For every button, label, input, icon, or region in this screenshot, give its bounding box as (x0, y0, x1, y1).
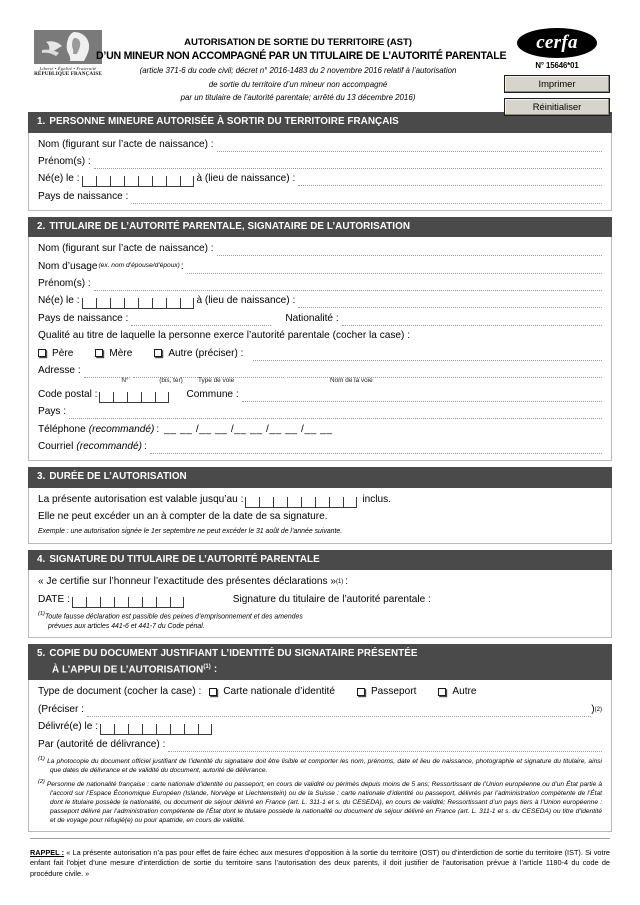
checkbox-passeport-group[interactable] (357, 685, 416, 699)
rappel-label: RAPPEL : (30, 847, 65, 857)
date-naissance-input[interactable] (82, 298, 194, 309)
form-title-line1: AUTORISATION DE SORTIE DU TERRITOIRE (AST) (184, 37, 412, 48)
section-2-number: 2. (37, 220, 46, 232)
field-row-type-document (38, 685, 602, 699)
section-3 (28, 467, 612, 544)
footnote-line2: prévues aux articles 441-6 et 441-7 du Code pénal. (48, 622, 205, 630)
section-3-body (28, 488, 612, 544)
adresse-sub-typevoie: Type de voie (198, 376, 235, 384)
date-naissance-label: Né(e) le : (38, 173, 80, 185)
preciser-close: ) (591, 703, 595, 715)
field-row-preciser (38, 703, 602, 717)
section-5-footnote-2 (38, 778, 602, 825)
adresse-sub-numero: N° (121, 376, 129, 384)
checkbox-pere-icon[interactable] (38, 349, 46, 357)
field-row-nom (38, 242, 602, 256)
checkbox-autre-label: Autre (préciser) : (168, 347, 244, 359)
preciser-footnote-ref: (2) (594, 706, 602, 713)
prenoms-input[interactable] (94, 158, 602, 169)
form-subtitle-line2: de sortie du territoire d’un mineur non accompagné (208, 79, 388, 89)
checkbox-autre-doc-label: Autre (452, 686, 477, 698)
field-row-courriel (38, 440, 602, 454)
form-subtitle-line3: par un titulaire de l’autorité parentale; arrêté du 13 décembre 2016) (180, 93, 416, 103)
form-title-block (96, 36, 507, 104)
lieu-naissance-label: à (lieu de naissance) : (196, 295, 296, 307)
nationalite-input[interactable] (342, 315, 602, 326)
field-row-nom (38, 138, 602, 152)
cerfa-logo: cerfa (517, 28, 597, 58)
section-5-footnote-1 (38, 755, 602, 775)
reset-button[interactable]: Réinitialiser (504, 98, 610, 116)
section-4-title: SIGNATURE DU TITULAIRE DE L’AUTORITÉ PARENTALE (49, 553, 320, 565)
pays-adresse-input[interactable] (69, 408, 602, 419)
adresse-sub-nomvoie: Nom de la voie (330, 376, 373, 384)
section-5-title-footnote-ref: (1) (203, 663, 211, 670)
section-5-number: 5. (37, 648, 46, 660)
checkbox-pere-label: Père (52, 347, 74, 359)
section-1-title: PERSONNE MINEURE AUTORISÉE À SORTIR DU TERRITOIRE FRANÇAIS (49, 116, 399, 127)
nom-input[interactable] (217, 141, 602, 152)
nom-usage-label: Nom d’usage (38, 260, 98, 272)
checkbox-cni-group[interactable] (209, 685, 335, 699)
field-row-code-postal (38, 388, 602, 402)
valable-date-input[interactable] (245, 497, 357, 508)
courriel-label: Courriel (38, 441, 74, 453)
section-5-header (28, 644, 612, 680)
field-row-date-signature (38, 593, 602, 607)
exemple-note: Exemple : une autorisation signée le 1er septembre ne peut excéder le 31 août de l’année suivante. (38, 528, 343, 536)
nationalite-label: Nationalité : (285, 312, 339, 324)
lieu-naissance-input[interactable] (298, 297, 602, 308)
lieu-naissance-input[interactable] (298, 175, 602, 186)
checkbox-passeport-icon[interactable] (357, 688, 365, 696)
nom-usage-hint: (ex. nom d’épouse/d’époux) (98, 262, 180, 270)
field-row-pays-naissance (38, 190, 602, 204)
checkbox-mere-icon[interactable] (95, 349, 103, 357)
checkbox-pere-group[interactable] (38, 347, 73, 361)
footnote-1-text: La photocopie du document officiel justifiant de l’identité du signataire doit être lisible et comporter les nom, prénoms, date et lieu de naissance, photographie et signature du titulaire, ainsi que dates de délivrance et de validité du document, autorité de délivrance. (47, 758, 602, 775)
field-row-pays-adresse (38, 405, 602, 419)
field-row-prenoms (38, 277, 602, 291)
footnote-2-ref: (2) (38, 778, 45, 785)
checkbox-mere-group[interactable] (95, 347, 132, 361)
code-postal-input[interactable] (99, 392, 169, 403)
telephone-hint: (recommandé) (88, 423, 155, 435)
prenoms-input[interactable] (94, 280, 602, 291)
delivre-label: Délivré(e) le : (38, 721, 99, 733)
cerfa-form-number: N° 15646*01 (535, 61, 579, 70)
nom-input[interactable] (217, 245, 602, 256)
field-row-pays-nationalite (38, 312, 602, 326)
form-subtitle-line1: (article 371-6 du code civil; décret n° 2016-1483 du 2 novembre 2016 relatif à l’autorisation (139, 66, 457, 75)
certifie-label: « Je certifie sur l’honneur l’exactitude des présentes déclarations » (38, 576, 336, 588)
checkbox-cni-label: Carte nationale d’identité (223, 686, 335, 698)
rappel-block (30, 848, 610, 879)
checkbox-autre-icon[interactable] (154, 349, 162, 357)
section-5-body (28, 680, 612, 831)
section-3-header (28, 467, 612, 488)
logo-republique-label: RÉPUBLIQUE FRANÇAISE (34, 71, 102, 77)
date-naissance-input[interactable] (82, 176, 194, 187)
field-row-delivre-le (38, 720, 602, 734)
checkbox-cni-icon[interactable] (209, 688, 217, 696)
excede-label: Elle ne peut excéder un an à compter de la date de sa signature. (38, 510, 328, 522)
pays-adresse-label: Pays : (38, 406, 67, 418)
pays-naissance-label: Pays de naissance : (38, 190, 129, 202)
form-header (0, 0, 640, 112)
pays-naissance-label: Pays de naissance : (38, 312, 129, 324)
field-row-qualite-checkboxes (38, 347, 602, 361)
preciser-input[interactable] (87, 706, 591, 717)
lieu-naissance-label: à (lieu de naissance) : (196, 173, 296, 185)
section-2-body (28, 237, 612, 461)
field-row-nom-usage (38, 260, 602, 274)
signature-label: Signature du titulaire de l’autorité parentale : (232, 593, 431, 605)
section-4-number: 4. (37, 553, 46, 565)
autre-preciser-input[interactable] (253, 350, 603, 361)
section-5-title-colon: : (213, 663, 218, 675)
par-autorite-input[interactable] (168, 741, 602, 752)
par-autorite-label: Par (autorité de délivrance) : (38, 738, 166, 750)
field-row-adresse (38, 364, 602, 378)
footnote-ref: (1) (38, 611, 45, 618)
section-3-title: DURÉE DE L’AUTORISATION (49, 471, 187, 483)
inclus-label: inclus. (362, 493, 391, 505)
commune-label: Commune : (186, 388, 239, 400)
field-row-valable-jusquau (38, 493, 602, 507)
footnote-2-text: Personne de nationalité française : carte nationale d’identité ou passeport, en cours de validité ou périmés depuis moins de 5 ans; Ressortissant de l’Union européenne ou d’un État partie à l’accord sur l’Espace Économique Européen (Islande, Norvège et Liechtenstein) ou de la Suisse : carte nationale d’identité ou passeport, délivrés par l’administration compétente de l’État dont le titulaire possède la nationalité, ou document de séjour délivré en France (art. L. 311-1 et s. du CESEDA), en cours de validité; Ressortissant d’un pays tiers à l’Union européenne : passeport délivré par l’administration compétente de l’État dont le titulaire possède la nationalité ou document de séjour délivré en France (art. L. 311-1 et s. du CESEDA) ou titre d’identité et de voyage pour réfugié(e) ou pour apatride, en cours de validité. (46, 780, 602, 824)
section-4-header (28, 550, 612, 571)
field-row-certifie (38, 575, 602, 589)
checkbox-autre-group[interactable] (154, 347, 243, 361)
pays-naissance-input[interactable] (131, 193, 602, 204)
section-1 (28, 112, 612, 211)
adresse-sublabels (38, 377, 602, 385)
prenoms-label: Prénom(s) : (38, 155, 91, 167)
date-signature-input[interactable] (72, 597, 184, 608)
field-row-naissance (38, 294, 602, 308)
telephone-colon: : (156, 423, 160, 435)
nom-label: Nom (figurant sur l’acte de naissance) : (38, 138, 214, 150)
logo-motto: Liberté • Égalité • Fraternité (39, 65, 97, 71)
section-4-body (28, 570, 612, 638)
pays-naissance-input[interactable] (131, 315, 271, 326)
certifie-footnote-ref: (1) (335, 579, 344, 586)
telephone-label: Téléphone (38, 423, 86, 435)
section-5-title-line2: À L’APPUI DE L’AUTORISATION (52, 663, 204, 675)
qualite-label: Qualité au titre de laquelle la personne exerce l’autorité parentale (cocher la case) : (38, 330, 411, 342)
rappel-text: « La présente autorisation n’a pas pour effet de faire échec aux mesures d’opposition à la sortie du territoire (OST) ou d’interdiction de sortie du territoire (IST). Si votre enfant fait l’objet d’une mesure d’interdiction de sortie du territoire sans l’autorisation des deux parents, il doit justifier de l’autorisation prévue à l’article 1180-4 du code de procédure civile. » (30, 847, 610, 878)
rappel-divider (30, 838, 610, 839)
footnote-1-ref: (1) (38, 756, 45, 763)
field-row-telephone (38, 423, 602, 437)
checkbox-autre-doc-icon[interactable] (438, 688, 446, 696)
commune-input[interactable] (242, 391, 602, 402)
adresse-sub-bister: (bis, ter) (159, 376, 183, 384)
form-title-line2: D’UN MINEUR NON ACCOMPAGNÉ PAR UN TITULAIRE DE L’AUTORITÉ PARENTALE (96, 50, 507, 62)
checkbox-autre-doc-group[interactable] (438, 685, 476, 699)
preciser-label: (Préciser : (38, 703, 84, 715)
section-2 (28, 217, 612, 461)
print-button[interactable]: Imprimer (504, 75, 610, 93)
section-5 (28, 644, 612, 832)
adresse-label: Adresse : (38, 364, 81, 376)
courriel-hint: (recommandé) (76, 441, 142, 453)
certifie-colon: : (345, 576, 349, 588)
field-row-excede (38, 510, 602, 524)
checkbox-mere-label: Mère (109, 347, 133, 359)
section-2-title: TITULAIRE DE L’AUTORITÉ PARENTALE, SIGNATAIRE DE L’AUTORISATION (49, 220, 411, 232)
section-3-number: 3. (37, 471, 46, 483)
section-1-body (28, 133, 612, 211)
field-row-naissance (38, 172, 602, 186)
field-row-prenoms (38, 155, 602, 169)
section-4 (28, 550, 612, 638)
cerfa-block (496, 28, 618, 116)
field-row-autorite-delivrance (38, 738, 602, 752)
date-naissance-label: Né(e) le : (38, 295, 80, 307)
footnote-line1: Toute fausse déclaration est passible des peines d’emprisonnement et des amendes (44, 613, 303, 621)
section-1-number: 1. (37, 116, 46, 127)
marianne-profile-icon (34, 30, 102, 64)
nom-usage-input[interactable] (187, 263, 602, 274)
code-postal-label: Code postal : (38, 388, 98, 400)
valable-label: La présente autorisation est valable jusqu’au : (38, 493, 244, 505)
telephone-input[interactable]: __ __ /__ __ /__ __ /__ __ /__ __ (164, 423, 333, 435)
delivre-date-input[interactable] (100, 724, 212, 735)
field-row-qualite-label (38, 329, 602, 343)
section-2-header (28, 217, 612, 238)
date-label: DATE : (38, 593, 70, 605)
type-document-label: Type de document (cocher la case) : (38, 686, 202, 698)
courriel-colon: : (143, 441, 147, 453)
nom-label: Nom (figurant sur l’acte de naissance) : (38, 243, 214, 255)
prenoms-label: Prénom(s) : (38, 277, 91, 289)
nom-usage-colon: : (180, 260, 184, 272)
checkbox-passeport-label: Passeport (370, 686, 417, 698)
section-5-title-line1: COPIE DU DOCUMENT JUSTIFIANT L’IDENTITÉ DU SIGNATAIRE PRÉSENTÉE (49, 648, 418, 660)
courriel-input[interactable] (150, 443, 602, 454)
section-4-footnote (38, 610, 602, 631)
